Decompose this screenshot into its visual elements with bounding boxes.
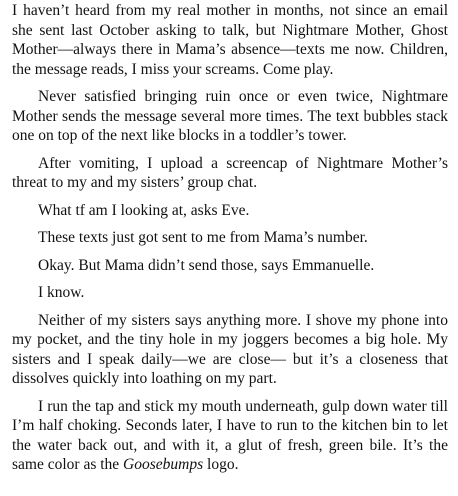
paragraph-8: Neither of my sisters says anything more. I shove my phone into my pocket, and the tiny hole in my joggers becomes a big hole. My sisters and I speak daily—we are close— but it’s a closeness that dissolves quickly into loathing on my part.: [12, 311, 448, 387]
paragraph-3: After vomiting, I upload a screencap of Nightmare Mother’s threat to my and my sisters’ group chat.: [12, 154, 448, 191]
paragraph-9: [12, 397, 448, 475]
paragraph-6: Okay. But Mama didn’t send those, says Emmanuelle.: [38, 256, 375, 274]
paragraph-7: I know.: [38, 284, 85, 301]
paragraph-2: Never satisfied bringing ruin once or even twice, Nightmare Mother sends the message several more times. The text bubbles stack one on top of the next like blocks in a toddler’s tower.: [12, 88, 448, 144]
paragraph-1: I haven’t heard from my real mother in months, not since an email she sent last October asking to talk, but Nightmare Mother, Ghost Mother—always there in Mama’s absence—texts me now. Children, the message reads, I miss your screams. Come play.: [12, 2, 448, 78]
paragraph-9-book-title: Goosebumps: [123, 456, 204, 473]
paragraph-9-text-after: logo.: [203, 456, 239, 473]
paragraph-5: These texts just got sent to me from Mama’s number.: [38, 229, 368, 246]
paragraph-4: What tf am I looking at, asks Eve.: [38, 201, 250, 219]
paragraph-9-text-before: I run the tap and stick my mouth underneath, gulp down water till I’m half choking. Seconds later, I have to run to the kitchen bin to let the water back out, and with it, a glut of fresh, green bile. It’s the same color as the: [12, 397, 448, 473]
